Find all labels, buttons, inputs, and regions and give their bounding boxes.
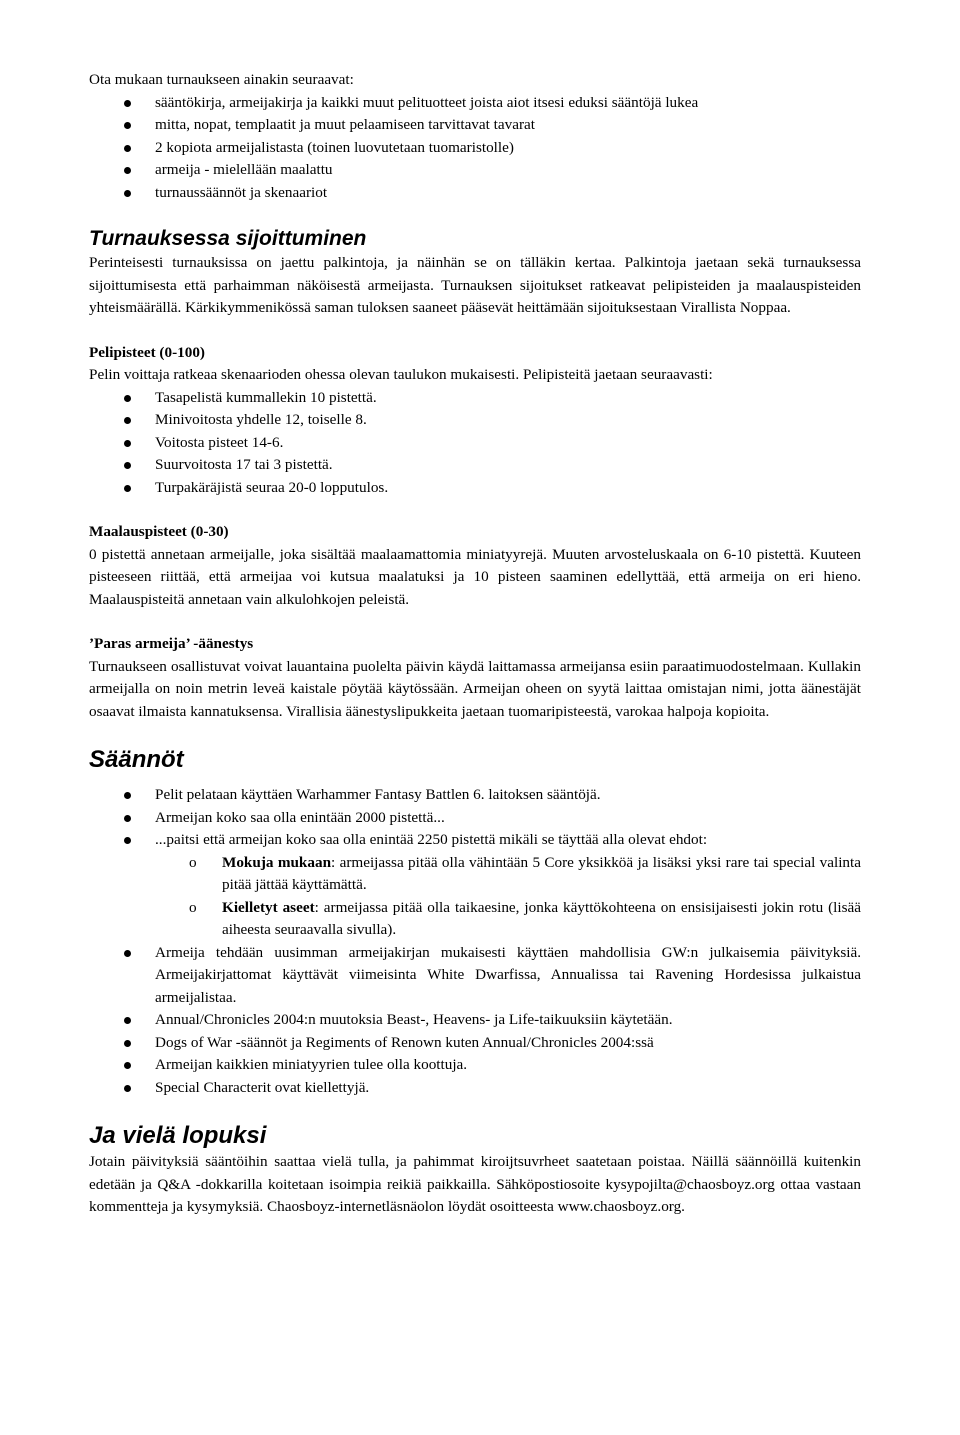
list-item: Annual/Chronicles 2004:n muutoksia Beast-, Heavens- ja Life-taikuuksiin käytetään. <box>89 1009 861 1032</box>
list-item <box>89 942 861 1010</box>
list-item: Suurvoitosta 17 tai 3 pistettä. <box>89 454 861 477</box>
sublist-item-text: : armeijassa pitää olla taikaesine, jonka käyttökohteena on ensisijaisesti jokin rotu (lisää aiheesta seuraavalla sivulla). <box>222 898 861 938</box>
best-army-paragraph: Turnaukseen osallistuvat voivat lauantaina puolelta päivin käydä laittamassa armeijansa esiin paraatimuodostelmaan. Kullakin armeijalla on noin metrin leveä kaistale pöytää käytössään. Armeijan oheen on syytä laittaa omistajan nimi, jotta äänestäjät osaavat ilmaista kannatuksensa. Virallisia äänestyslipukkeita jaetaan tuomaripisteestä, varokaa halpoja kopioita. <box>89 657 861 720</box>
placement-paragraph: Perinteisesti turnauksissa on jaettu palkintoja, ja näinhän se on tälläkin kertaa. Palkintoja jaetaan sekä turnauksessa sijoittumisesta että parhaimman näköisestä armeijasta. Turnauksen sijoitukset ratkeavat pelipisteiden ja maalauspisteiden yhteismäärällä. Kärkikymmenikössä saman tuloksen saaneet pääsevät heittämään sijoituksestaan Virallista Noppaa. <box>89 254 861 316</box>
rules-list <box>89 784 861 852</box>
finally-paragraph: Jotain päivityksiä sääntöihin saattaa vielä tulla, ja pahimmat kiroijtsuvrheet saatetaan poistaa. Näillä säännöillä kuitenkin edetään ja Q&A -dokkarilla koitetaan isoimpia reikiä paikkailla. Sähköpostiosoite kysypojilta@chaosboyz.org ottaa vastaan kommentteja ja kysymyksiä. Chaosboyz-internetläsnäolon löydät osoitteesta www.chaosboyz.org. <box>89 1153 861 1215</box>
intro-list <box>89 92 861 205</box>
intro-lead: Ota mukaan turnaukseen ainakin seuraavat: <box>89 71 354 88</box>
paint-points-paragraph: 0 pistettä annetaan armeijalle, joka sisältää maalaamattomia miniatyyrejä. Muuten arvosteluskaala on 6-10 pistettä. Kuuteen pisteeseen riittää, että armeijaa voi kutsua maalatuksi ja 10 pisteen saaminen edellyttää, että armeija on eri hieno. Maalauspisteitä annetaan vain alkulohkojen peleistä. <box>89 545 861 608</box>
sublist-item <box>89 897 861 942</box>
game-points-paragraph: Pelin voittaja ratkeaa skenaarioden ohessa olevan taulukon mukaisesti. Pelipisteitä jaetaan seuraavasti: <box>89 366 713 383</box>
section-heading: Ja vielä lopuksi <box>89 1122 267 1149</box>
list-item: Dogs of War -säännöt ja Regiments of Renown kuten Annual/Chronicles 2004:ssä <box>89 1032 861 1055</box>
list-item: Armeijan koko saa olla enintään 2000 pistettä... <box>89 807 861 830</box>
list-item: sääntökirja, armeijakirja ja kaikki muut pelituotteet joista aiot itsesi eduksi sääntöjä lukea <box>89 92 861 115</box>
rules-list-continued <box>89 942 861 1100</box>
game-points-list <box>89 387 861 500</box>
subsection-heading: Maalauspisteet (0-30) <box>89 523 229 540</box>
sublist-item-label: Mokuja mukaan <box>222 853 332 871</box>
sublist-item-text: : armeijassa pitää olla vähintään 5 Core yksikköä ja lisäksi yksi rare tai special valinta pitää jättää käyttämättä. <box>222 853 861 893</box>
document-content <box>89 69 861 1219</box>
rules-section <box>89 745 861 1099</box>
game-points-section <box>89 342 861 500</box>
list-item: Armeijan kaikkien miniatyyrien tulee olla koottuja. <box>89 1054 861 1077</box>
intro-section <box>89 69 861 204</box>
placement-section <box>89 226 861 320</box>
section-heading: Säännöt <box>89 746 184 773</box>
section-heading: Turnauksessa sijoittuminen <box>89 227 367 250</box>
list-item: Voitosta pisteet 14-6. <box>89 432 861 455</box>
list-item: Pelit pelataan käyttäen Warhammer Fantasy Battlen 6. laitoksen sääntöjä. <box>89 784 861 807</box>
list-item: 2 kopiota armeijalistasta (toinen luovutetaan tuomaristolle) <box>89 137 861 160</box>
list-item: mitta, nopat, templaatit ja muut pelaamiseen tarvittavat tavarat <box>89 114 861 137</box>
sublist-item <box>89 852 861 897</box>
finally-section <box>89 1121 861 1219</box>
list-item: Tasapelistä kummallekin 10 pistettä. <box>89 387 861 410</box>
list-item: Minivoitosta yhdelle 12, toiselle 8. <box>89 409 861 432</box>
list-item: Special Characterit ovat kiellettyjä. <box>89 1077 861 1100</box>
subsection-heading: Pelipisteet (0-100) <box>89 343 205 361</box>
list-item: ...paitsi että armeijan koko saa olla enintää 2250 pistettä mikäli se täyttää alla olevat ehdot: <box>89 829 861 852</box>
paint-points-section <box>89 521 861 611</box>
list-item: armeija - mielellään maalattu <box>89 159 861 182</box>
list-item: turnaussäännöt ja skenaariot <box>89 182 861 205</box>
sublist-item-label: Kielletyt aseet <box>222 898 315 916</box>
rules-sublist <box>89 852 861 942</box>
list-item: Turpakäräjistä seuraa 20-0 lopputulos. <box>89 477 861 500</box>
subsection-heading: ’Paras armeija’ -äänestys <box>89 635 254 652</box>
list-item-text: Armeija tehdään uusimman armeijakirjan mukaisesti käyttäen mahdollisia GW:n julkaisemia päivityksiä. Armeijakirjattomat käyttävät viimeisinta White Dwarfissa, Annualissa tai Ravening Hordesissa julkaistua armeijalistaa. <box>155 943 861 1006</box>
best-army-section <box>89 633 861 723</box>
